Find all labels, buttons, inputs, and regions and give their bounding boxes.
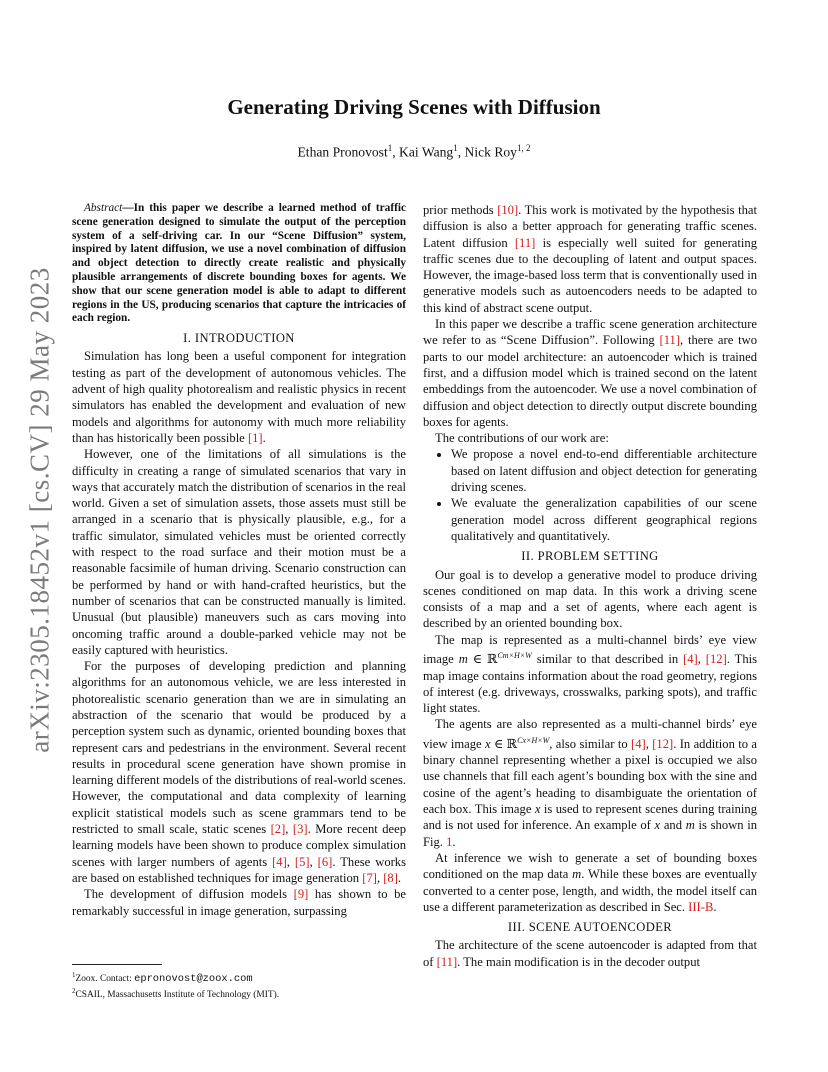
list-item: • We evaluate the generalization capabilities of our scene generation model across different geographical regions qualitatively and quantitatively.	[451, 495, 757, 544]
text-run: . While these boxes are eventually converted to a center pose, length, and width, the model itself can use a different parameterization as described in Sec.	[423, 867, 757, 914]
paragraph	[423, 850, 757, 915]
text-run: is especially well suited for generating traffic scenes due to the decoupling of latent and output spaces. However, the image-based loss term that is conventionally used in generative models such as autoencoders needs to be adapted to this kind of abstract scene output.	[423, 235, 757, 315]
text-run: ,	[697, 652, 706, 667]
text-run: .	[452, 834, 456, 849]
text-run: The development of diffusion models	[84, 887, 294, 902]
footnote-text: CSAIL, Massachusetts Institute of Technology (MIT).	[75, 990, 280, 1001]
math-symbol: ∈ ℝ	[490, 736, 518, 751]
paragraph	[423, 937, 757, 970]
citation-link[interactable]: [4]	[683, 652, 698, 667]
author-list: Ethan Pronovost$^1$, Kai Wang$^1$, Nick Roy$^{1, 2}$	[297, 143, 531, 160]
abstract-text: In this paper we describe a learned method of traffic scene generation designed to simulate the output of the perception system of a self-driving car. In our “Scene Diffusion” system, inspired by latent diffusion, we use a novel combination of diffusion and object detection to directly create realistic and physically plausible arrangements of discrete bounding boxes for agents. We show that our scene generation model is able to adapt to different regions in the US, producing scenarios that capture the intricacies of each region.	[72, 202, 406, 325]
text-run: and	[660, 818, 686, 833]
contact-email: epronovost@zoox.com	[134, 973, 253, 986]
text-run: ,	[309, 854, 318, 869]
contributions-list	[423, 446, 757, 544]
list-item: • We propose a novel end-to-end differentiable architecture based on latent diffusion and object detection for generating driving scenes.	[451, 446, 757, 495]
text-run: ,	[645, 736, 653, 751]
footnote	[72, 985, 406, 1001]
citation-link[interactable]: [6]	[317, 854, 333, 869]
citation-link[interactable]: [4]	[631, 736, 646, 751]
figure-link[interactable]: 1	[446, 834, 453, 849]
paragraph	[423, 716, 757, 850]
citation-link[interactable]: [11]	[659, 333, 681, 348]
citation-link[interactable]: [4]	[272, 854, 287, 869]
citation-link[interactable]: [8]	[383, 870, 398, 885]
text-run: In this paper we describe a traffic scene generation architecture we refer to as “Scene Diffusion”. Following	[423, 317, 757, 348]
text-run: At inference we wish to generate a set of bounding boxes conditioned on the map data	[423, 850, 757, 882]
text-run: The architecture of the scene autoencoder is adapted from that of	[423, 938, 757, 969]
footnote-rule	[72, 964, 162, 965]
text-run: prior methods	[423, 203, 498, 217]
text-run: The map is represented as a multi-channel birds’ eye view image	[423, 632, 757, 667]
footnote	[72, 969, 406, 985]
citation-link[interactable]: [9]	[293, 887, 309, 902]
paragraph: Our goal is to develop a generative model to produce driving scenes conditioned on map data. In this work a driving scene consists of a map and a set of agents, where each agent is described by an oriented bounding box.	[423, 567, 757, 631]
math-symbol: m	[572, 867, 582, 882]
citation-link[interactable]: [12]	[705, 652, 727, 667]
citation-link[interactable]: [1]	[247, 430, 263, 445]
text-run: .	[397, 870, 402, 885]
text-run: is used to represent scenes during training and is not used for inference. An example of	[423, 802, 757, 833]
text-run: similar to that described in	[531, 652, 684, 667]
paragraph	[423, 202, 757, 316]
text-run: , also similar to	[549, 736, 631, 751]
math-symbol: x	[654, 818, 661, 833]
left-column	[72, 202, 406, 919]
text-run: . More recent deep learning models have been shown to produce complex simulation scenes with larger numbers of agents	[72, 822, 407, 869]
abstract-dash: —	[122, 202, 134, 214]
author-affiliation: 1, 2	[516, 143, 531, 153]
section-heading-problem-setting: II. PROBLEM SETTING	[521, 549, 659, 564]
text-run: . These works are based on established techniques for image generation	[72, 854, 407, 885]
text-run: is shown in Fig.	[423, 818, 757, 849]
text-run: ,	[285, 822, 293, 837]
citation-link[interactable]: [2]	[270, 822, 286, 837]
text-run: . The main modification is in the decoder output	[457, 954, 700, 969]
abstract	[72, 202, 406, 326]
footnote-text: Zoox. Contact:	[75, 974, 135, 985]
text-run: , there are two parts to our model architecture: an autoencoder which is trained first, and a diffusion model which is trained second on the latent embeddings from the autoencoder. We use a novel combination of diffusion and object detection to directly output discrete bounding boxes for agents.	[423, 333, 757, 429]
abstract-label: Abstract	[84, 202, 123, 214]
paragraph: The contributions of our work are:	[435, 431, 609, 446]
math-symbol: x	[534, 802, 541, 817]
math-superscript: Cm×H×W	[497, 651, 532, 661]
text-run: ,	[286, 854, 295, 869]
math-superscript: Cx×H×W	[517, 735, 550, 745]
arxiv-stamp	[20, 267, 60, 753]
paragraph	[423, 632, 757, 717]
author-affiliation: 1	[453, 143, 458, 153]
math-symbol: ∈ ℝ	[467, 652, 498, 667]
citation-link[interactable]: [11]	[436, 954, 458, 969]
section-link[interactable]: III-B	[688, 899, 714, 914]
citation-link[interactable]: [12]	[652, 736, 674, 751]
arxiv-stamp-text: arXiv:2305.18452v1 [cs.CV] 29 May 2023	[24, 267, 55, 753]
text-run: The agents are also represented as a multi-channel birds’ eye view image	[423, 717, 757, 751]
author-name: Ethan Pronovost	[297, 144, 388, 160]
right-column	[423, 202, 757, 970]
paragraph	[423, 316, 757, 430]
text-run: has shown to be remarkably successful in image generation, surpassing	[72, 887, 406, 918]
math-symbol: x	[485, 736, 491, 751]
math-symbol: m	[458, 652, 468, 667]
text-run: Simulation has long been a useful component for integration testing as part of the development of autonomous vehicles. The advent of high quality photorealism and realistic physics in recent simulators has enabled the development and evaluation of new models and algorithms for autonomy with much more reliability than has historically been possible	[72, 349, 406, 445]
text-run: . This work is motivated by the hypothesis that diffusion is also a better approach for generating traffic scenes. Latent diffusion	[423, 203, 757, 250]
citation-link[interactable]: [3]	[292, 822, 308, 837]
section-heading-scene-autoencoder: III. SCENE AUTOENCODER	[507, 920, 673, 935]
math-symbol: m	[685, 818, 695, 833]
paragraph: However, one of the limitations of all simulations is the difficulty in creating a range of simulated scenarios that vary in ways that accurately match the distribution of scenarios in the real world. Given a set of simulation assets, those assets must still be arranged in a scenario that is physically plausible, e.g., for a traffic simulator, simulated vehicles must be oriented correctly with respect to the road surface and their motion must be a reasonable facsimile of human driving. Scenario construction can be performed by hand or with hand-crafted heuristics, but the number of scenarios that can be constructed manually is limited. Unusual (but plausible) maneuvers such as cars moving into oncoming traffic around a double-parked vehicle may not be easily captured with heuristics.	[72, 447, 406, 657]
author-affiliation: 1	[387, 143, 393, 153]
text-run: .	[713, 899, 717, 914]
footnote-mark: 1	[72, 971, 76, 979]
text-run: ,	[376, 870, 384, 885]
author-name: Kai Wang	[399, 144, 454, 160]
citation-link[interactable]: [10]	[497, 203, 519, 217]
text-run: . This map image contains information about the road geometry, regions of interest (e.g. driveways, crosswalks, parking spots), and traffic light states.	[423, 652, 758, 716]
citation-link[interactable]: [11]	[514, 235, 536, 250]
citation-link[interactable]: [7]	[362, 870, 377, 885]
paragraph	[72, 348, 406, 446]
author-name: Nick Roy	[464, 144, 517, 160]
paragraph	[72, 886, 406, 919]
text-run: For the purposes of developing prediction and planning algorithms for an autonomous vehicle, we are less interested in photorealistic scenario generation than we are in simulating an abstraction of the scenario that would be produced by a perception system such as dynamic, oriented bounding boxes that represent cars and pedestrians in the environment. Several recent results in procedural scene generation have shown promise in learning different models of the distributions of real-world scenes. However, the computational and data complexity of learning explicit statistical models such as scene grammars tend to be restricted to small scale, static scenes	[72, 659, 406, 837]
section-heading-introduction: I. INTRODUCTION	[183, 331, 295, 346]
paragraph	[72, 658, 406, 886]
footnote-mark: 2	[72, 987, 76, 996]
text-run: . In addition to a binary channel representing whether a pixel is occupied we also use channels that fill each agent’s bounding box with the sine and cosine of the agent’s heading to disambiguate the orientation of each box. This image	[423, 736, 757, 817]
citation-link[interactable]: [5]	[294, 854, 310, 869]
paper-title: Generating Driving Scenes with Diffusion	[227, 95, 601, 119]
footnotes	[72, 964, 406, 1001]
text-run: .	[262, 430, 266, 445]
